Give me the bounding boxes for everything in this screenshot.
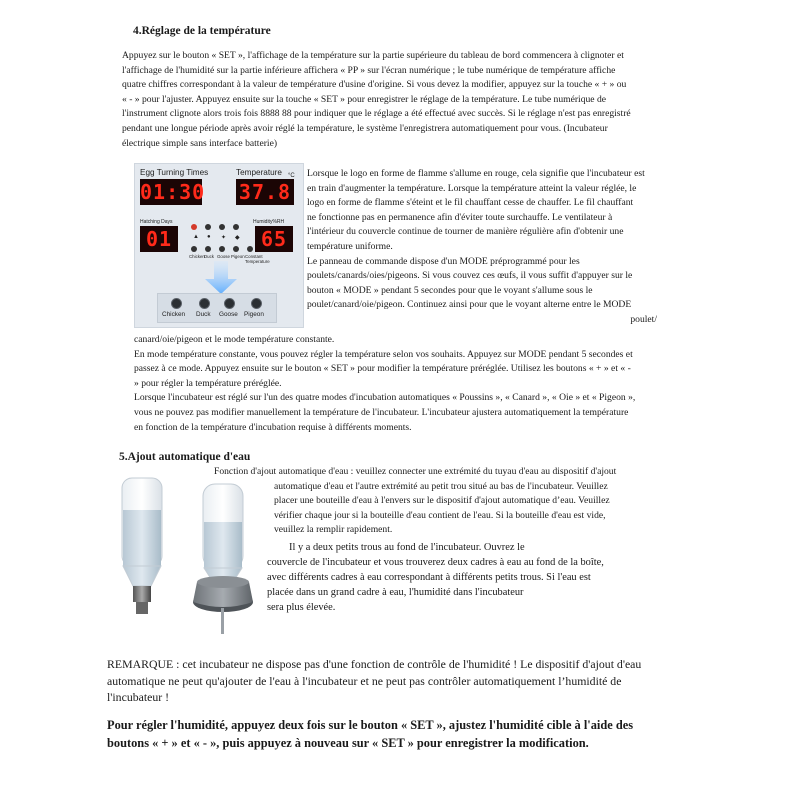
section-5-title: 5.Ajout automatique d'eau <box>119 451 251 463</box>
section-5-text-a <box>214 465 674 538</box>
text-line: ne fonctionne pas en permanence afin d'éviter toute surchauffe. Le ventilateur à <box>307 211 613 223</box>
pigeon-button-label: Pigeon <box>244 311 264 318</box>
goose-button[interactable] <box>224 298 235 309</box>
section-4-paragraph-2 <box>134 333 684 435</box>
flame-icon: ▲ <box>193 234 199 240</box>
small-label-duck: Duck <box>204 254 215 259</box>
text-line: sera plus élevée. <box>267 602 336 613</box>
mode-dot-chicken <box>191 246 197 252</box>
text-line: veuillez la remplir rapidement. <box>274 524 393 536</box>
text-line: Lorsque le logo en forme de flamme s'allume en rouge, cela signifie que l'incubateur est <box>307 168 645 179</box>
small-label-goose: Goose <box>217 254 230 259</box>
egg-turning-label: Egg Turning Times <box>140 168 209 177</box>
small-label-chicken: Chicken <box>189 254 205 259</box>
text-line: « - » pour l'ajuster. Appuyez ensuite sur la touche « SET » pour enregistrer le réglage de la température. Le tube numérique de <box>122 93 607 105</box>
text-line: » pour régler la température préréglée. <box>134 377 282 389</box>
mode-buttons-bar <box>157 293 277 323</box>
text-line: pendant une longue période après avoir réglé la température, le système l'enregistrera automatiquement pour vous. (Incubateur <box>122 122 608 134</box>
text-line: En mode température constante, vous pouvez régler la température selon vos souhaits. Appuyez sur MODE pendant 5 secondes et <box>134 348 633 360</box>
text-line: couvercle de l'incubateur et vous trouverez deux cadres à eau au fond de la boîte, <box>267 557 604 568</box>
temperature-label: Temperature <box>236 168 282 177</box>
text-line: bouton « MODE » pendant 5 secondes pour que le voyant s'allume sous le <box>307 284 593 296</box>
temperature-display: 37.8 <box>236 179 294 205</box>
text-line: automatique ne peut qu'ajouter de l'eau à l'incubateur et ne peut pas contrôler automatiquement l’humidité de <box>107 673 622 688</box>
text-line: vérifier chaque jour si la bouteille d'eau contient de l'eau. Si la bouteille d'eau est vide, <box>274 509 606 521</box>
remark-paragraph <box>107 656 687 706</box>
text-line: Lorsque l'incubateur est réglé sur l'un des quatre modes d'incubation automatiques « Poussins », « Canard », « Oie » et « Pigeon », <box>134 392 636 404</box>
pigeon-button[interactable] <box>251 298 262 309</box>
indicator-dot <box>219 224 225 230</box>
mode-dot-constant <box>247 246 253 252</box>
text-line: poulets/canards/oies/pigeons. Si vous couvez ces œufs, il vous suffit d'appuyer sur le <box>307 270 633 282</box>
section-5-text-b <box>267 540 667 615</box>
humidity-display: 65 <box>255 226 293 252</box>
text-line: automatique d'eau et l'autre extrémité au petit trou situé au bas de l'incubateur. Veuillez <box>274 480 608 492</box>
text-line: Fonction d'ajout automatique d'eau : veuillez connecter une extrémité du tuyau d'eau au dispositif d'ajout <box>214 466 617 477</box>
section-4-paragraph-1 <box>122 49 667 151</box>
text-line: quatre chiffres correspondant à la valeur de température d'usine d'origine. Si vous devez la modifier, appuyez sur la touche « + » ou <box>122 79 627 91</box>
text-line: canard/oie/pigeon et le mode température constante. <box>134 334 335 345</box>
text-line: température uniforme. <box>307 240 393 252</box>
text-line: avec différents cadres à eau correspondant à différents petits trous. Si l'eau est <box>267 572 591 583</box>
text-line: Pour régler l'humidité, appuyez deux fois sur le bouton « SET », ajustez l'humidité cible à l'aide des <box>107 718 634 732</box>
mode-dot-duck <box>205 246 211 252</box>
control-panel-image <box>134 163 304 328</box>
text-line: l'affichage de l'humidité sur la partie inférieure affichera « PP » sur l'écran numérique ; le tube numérique de température affiche <box>122 64 616 76</box>
text-line: Il y a deux petits trous au fond de l'incubateur. Ouvrez le <box>289 542 525 553</box>
text-line: poulet/ <box>630 313 657 325</box>
section-4-right-column <box>307 167 669 328</box>
text-line: boutons « + » et « - », puis appuyez à nouveau sur « SET » pour enregistrer la modification. <box>107 736 589 750</box>
text-line: en train d'augmenter la température. Lorsque la température atteint la valeur réglée, le <box>307 182 637 194</box>
egg-turning-display: 01:30 <box>140 180 206 204</box>
text-line: électrique simple sans interface batterie) <box>122 137 278 149</box>
text-line: logo en forme de flamme s'éteint et le fil chauffant cesse de chauffer. Le fil chauffant <box>307 197 634 209</box>
fan-icon: ✦ <box>221 235 227 241</box>
chicken-button-label: Chicken <box>162 311 186 318</box>
text-line: l'intérieur du couvercle continue de tourner de manière régulière afin d'obtenir une <box>307 226 624 238</box>
text-line: Appuyez sur le bouton « SET », l'affichage de la température sur la partie supérieure du tableau de bord commencera à clignoter et <box>122 50 624 61</box>
bottle-left <box>122 478 162 614</box>
text-line: passez à ce mode. Appuyez ensuite sur le bouton « SET » pour modifier la température préréglée. Utilisez les boutons « + » et « - <box>134 363 631 375</box>
duck-button-label: Duck <box>196 311 211 318</box>
mode-dot-goose <box>219 246 225 252</box>
section-4-title: 4.Réglage de la température <box>133 25 271 37</box>
indicator-dot <box>233 224 239 230</box>
text-line: REMARQUE : cet incubateur ne dispose pas d'une fonction de contrôle de l'humidité ! Le dispositif d'ajout d'eau <box>107 657 642 671</box>
humidity-instruction <box>107 716 697 752</box>
mode-dot-pigeon <box>233 246 239 252</box>
text-line: l'incubateur ! <box>107 690 170 704</box>
arrow-down-icon <box>201 261 241 295</box>
small-label-pigeon: Pigeon <box>231 254 245 259</box>
text-line: poulet/canard/oie/pigeon. Continuez ainsi pour que le voyant alterne entre le MODE <box>307 299 632 311</box>
small-label-constant: Constant Temperature <box>245 254 270 264</box>
heat-indicator-dot <box>191 224 197 230</box>
egg-icon: ● <box>207 234 211 240</box>
text-line: placée dans un grand cadre à eau, l'humidité dans l'incubateur <box>267 587 524 598</box>
goose-button-label: Goose <box>219 311 238 318</box>
text-line: vous ne pouvez pas modifier manuellement la température de l'incubateur. L'incubateur ajustera automatiquement la température <box>134 406 629 418</box>
humidity-icon: ◆ <box>235 235 240 241</box>
text-line: l'instrument clignote alors trois fois 8888 88 pour indiquer que le réglage a été effectué avec succès. Si le réglage n'est pas enregistré <box>122 108 631 120</box>
hatching-days-label: Hatching Days <box>140 219 173 225</box>
text-line: Le panneau de commande dispose d'un MODE préprogrammé pour les <box>307 255 580 267</box>
hatching-days-display: 01 <box>140 226 178 252</box>
chicken-button[interactable] <box>171 298 182 309</box>
duck-button[interactable] <box>199 298 210 309</box>
humidity-label: Humidity%RH <box>253 219 285 225</box>
text-line: placer une bouteille d'eau à l'envers sur le dispositif d'ajout automatique d’eau. Veuillez <box>274 495 610 507</box>
temperature-unit: °C <box>288 173 295 179</box>
indicator-dot <box>205 224 211 230</box>
text-line: en fonction de la température d'incubation requise à différents moments. <box>134 421 412 433</box>
